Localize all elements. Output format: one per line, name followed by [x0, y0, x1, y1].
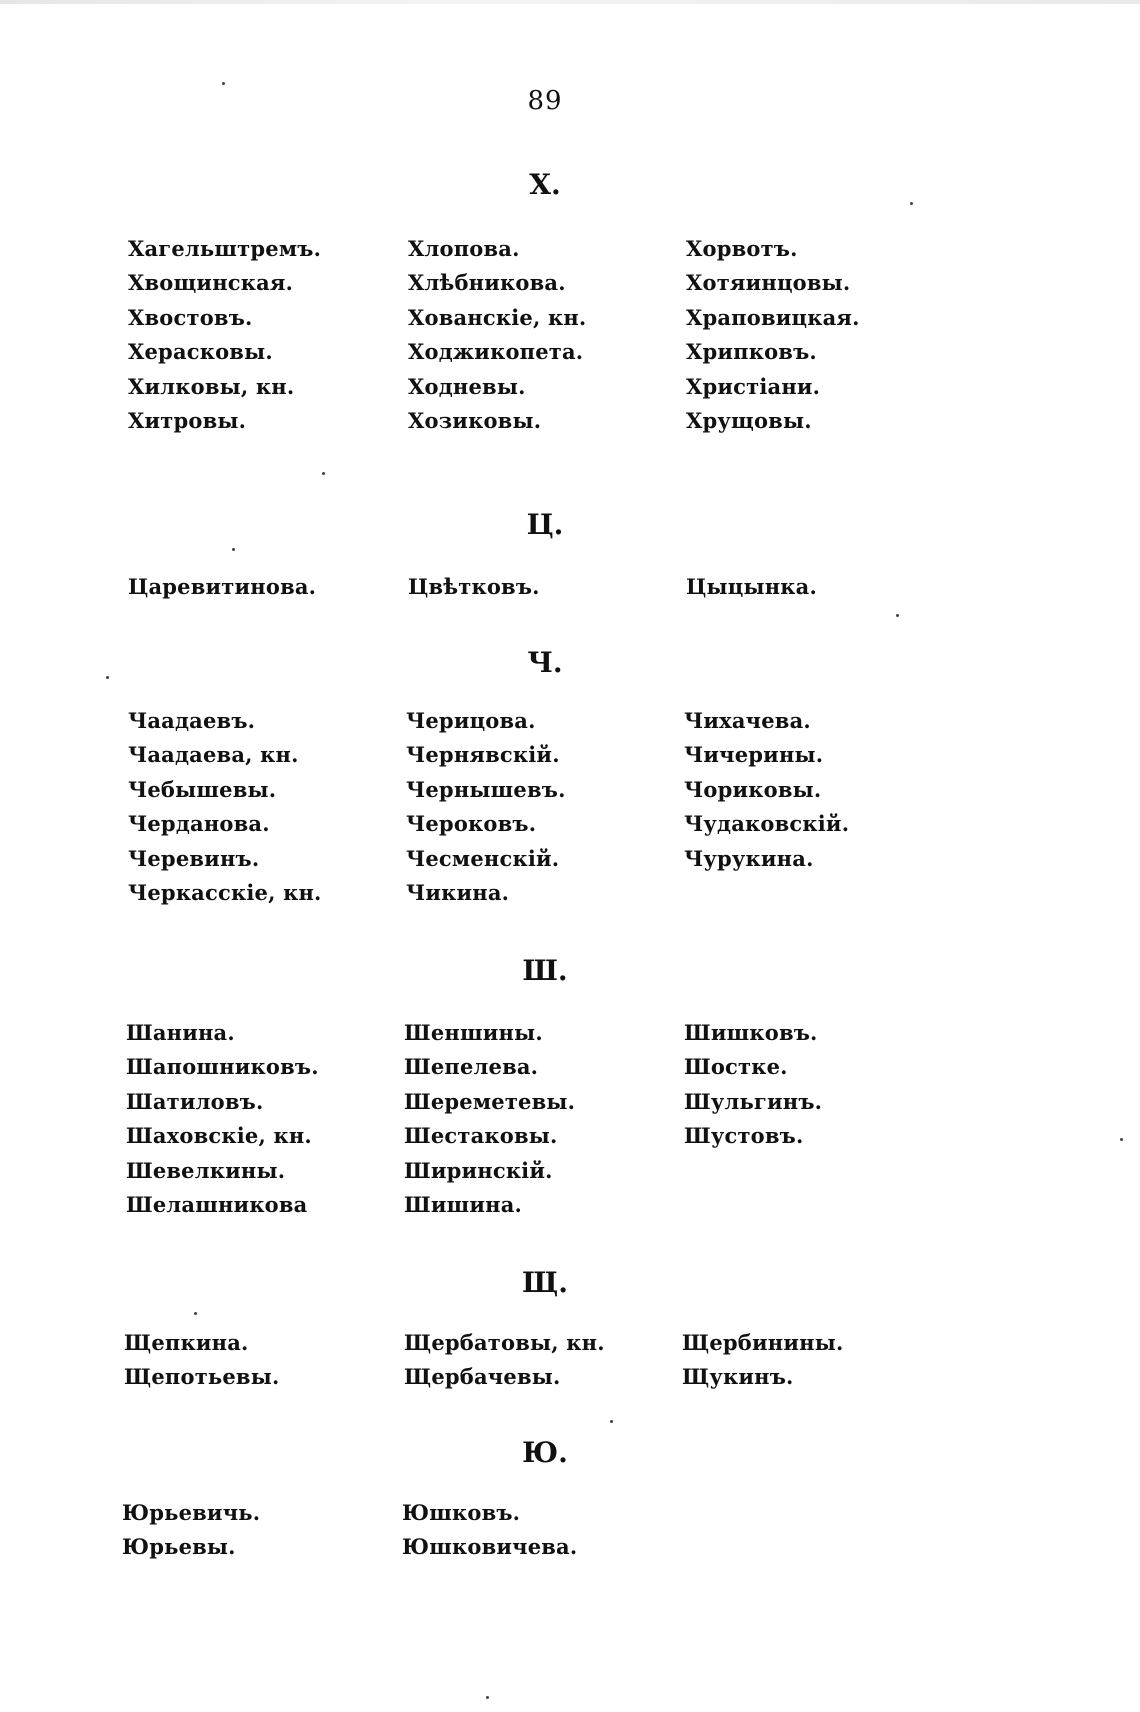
- name-column-2: [408, 570, 540, 604]
- list-item: Шаховскіе, кн.: [126, 1123, 312, 1149]
- list-item: Хитровы.: [128, 407, 247, 433]
- scan-speck: [486, 1696, 489, 1699]
- scan-speck: [232, 548, 235, 551]
- list-item: Шатиловъ.: [126, 1088, 264, 1114]
- list-item: Ширинскій.: [404, 1157, 553, 1183]
- list-item: Хрипковъ.: [686, 339, 817, 365]
- list-item: Чудаковскій.: [684, 811, 850, 837]
- list-item: Шереметевы.: [404, 1088, 576, 1114]
- scan-speck: [106, 676, 109, 679]
- list-item: Чернявскій.: [406, 742, 560, 768]
- list-item: Юшковъ.: [402, 1500, 521, 1525]
- page-number: 89: [527, 86, 563, 116]
- list-item: Цвѣтковъ.: [408, 574, 540, 599]
- list-item: Шевелкины.: [126, 1157, 286, 1183]
- name-column-1: [128, 704, 322, 910]
- list-item: Юрьевы.: [122, 1534, 236, 1560]
- name-column-2: [404, 1326, 605, 1395]
- list-item: Хованскіе, кн.: [408, 304, 587, 330]
- list-item: Шелашникова: [126, 1191, 308, 1217]
- list-item: Ходневы.: [408, 373, 526, 399]
- list-item: Шеншины.: [404, 1020, 543, 1045]
- section-letter: Щ.: [522, 1266, 568, 1299]
- list-item: Чориковы.: [684, 776, 822, 802]
- name-column-1: [124, 1326, 279, 1395]
- section-letter: Ш.: [522, 954, 568, 987]
- list-item: Щепотьевы.: [124, 1364, 280, 1390]
- scan-speck: [1120, 1138, 1123, 1141]
- list-item: Хвостовъ.: [128, 304, 253, 330]
- list-item: Шустовъ.: [684, 1123, 804, 1149]
- list-item: Черкасскіе, кн.: [128, 879, 322, 905]
- name-column-1: [126, 1016, 319, 1222]
- list-item: Храповицкая.: [686, 304, 860, 330]
- list-item: Шульгинъ.: [684, 1088, 823, 1114]
- list-item: Черданова.: [128, 811, 270, 837]
- scan-edge: [0, 0, 1140, 4]
- list-item: Чурукина.: [684, 845, 814, 871]
- list-item: Юшковичева.: [402, 1534, 578, 1560]
- list-item: Царевитинова.: [128, 574, 317, 599]
- section-letter: Ч.: [527, 646, 563, 679]
- list-item: Щербинины.: [682, 1330, 844, 1355]
- list-item: Хрущовы.: [686, 407, 812, 433]
- list-item: Юрьевичь.: [122, 1500, 261, 1525]
- list-item: Чесменскій.: [406, 845, 560, 871]
- list-item: Чебышевы.: [128, 776, 277, 802]
- list-item: Чероковъ.: [406, 811, 537, 837]
- list-item: Хагельштремъ.: [128, 236, 322, 261]
- list-item: Цыцынка.: [686, 574, 817, 599]
- list-item: Щербатовы, кн.: [404, 1330, 605, 1355]
- list-item: Черицова.: [406, 708, 536, 733]
- section-letter: Ю.: [522, 1436, 568, 1469]
- list-item: Чаадаева, кн.: [128, 742, 299, 768]
- list-item: Щепкина.: [124, 1330, 249, 1355]
- list-item: Черевинъ.: [128, 845, 260, 871]
- name-column-2: [406, 704, 566, 910]
- list-item: Шанина.: [126, 1020, 235, 1045]
- list-item: Чикина.: [406, 879, 510, 905]
- list-item: Хотяинцовы.: [686, 270, 851, 296]
- name-column-3: [684, 1016, 822, 1154]
- scan-speck: [322, 472, 325, 475]
- list-item: Шишина.: [404, 1191, 523, 1217]
- list-item: Христіани.: [686, 373, 821, 399]
- list-item: Щукинъ.: [682, 1364, 794, 1390]
- list-item: Хлѣбникова.: [408, 270, 566, 296]
- list-item: Чернышевъ.: [406, 776, 566, 802]
- list-item: Хлопова.: [408, 236, 520, 261]
- name-column-1: [128, 570, 316, 604]
- scan-speck: [194, 1312, 197, 1315]
- list-item: Хорвотъ.: [686, 236, 798, 261]
- list-item: Шостке.: [684, 1054, 788, 1080]
- list-item: Чаадаевъ.: [128, 708, 256, 733]
- name-column-2: [408, 232, 586, 438]
- name-column-1: [128, 232, 321, 438]
- name-column-3: [686, 570, 817, 604]
- name-column-2: [402, 1496, 577, 1565]
- name-column-3: [686, 232, 860, 438]
- scan-speck: [896, 614, 899, 617]
- scan-speck: [910, 202, 913, 205]
- list-item: Шестаковы.: [404, 1123, 558, 1149]
- scan-speck: [222, 82, 225, 85]
- list-item: Херасковы.: [128, 339, 273, 365]
- name-column-3: [684, 704, 849, 876]
- scan-speck: [610, 1420, 613, 1423]
- list-item: Хозиковы.: [408, 407, 542, 433]
- section-letter: Ц.: [526, 508, 564, 541]
- list-item: Шишковъ.: [684, 1020, 818, 1045]
- list-item: Хилковы, кн.: [128, 373, 295, 399]
- name-column-1: [122, 1496, 260, 1565]
- section-letter: Х.: [529, 168, 561, 201]
- list-item: Чичерины.: [684, 742, 824, 768]
- list-item: Щербачевы.: [404, 1364, 561, 1390]
- name-column-3: [682, 1326, 843, 1395]
- list-item: Ходжикопета.: [408, 339, 584, 365]
- list-item: Чихачева.: [684, 708, 811, 733]
- list-item: Шепелева.: [404, 1054, 539, 1080]
- list-item: Шапошниковъ.: [126, 1054, 319, 1080]
- list-item: Хвощинская.: [128, 270, 294, 296]
- name-column-2: [404, 1016, 575, 1222]
